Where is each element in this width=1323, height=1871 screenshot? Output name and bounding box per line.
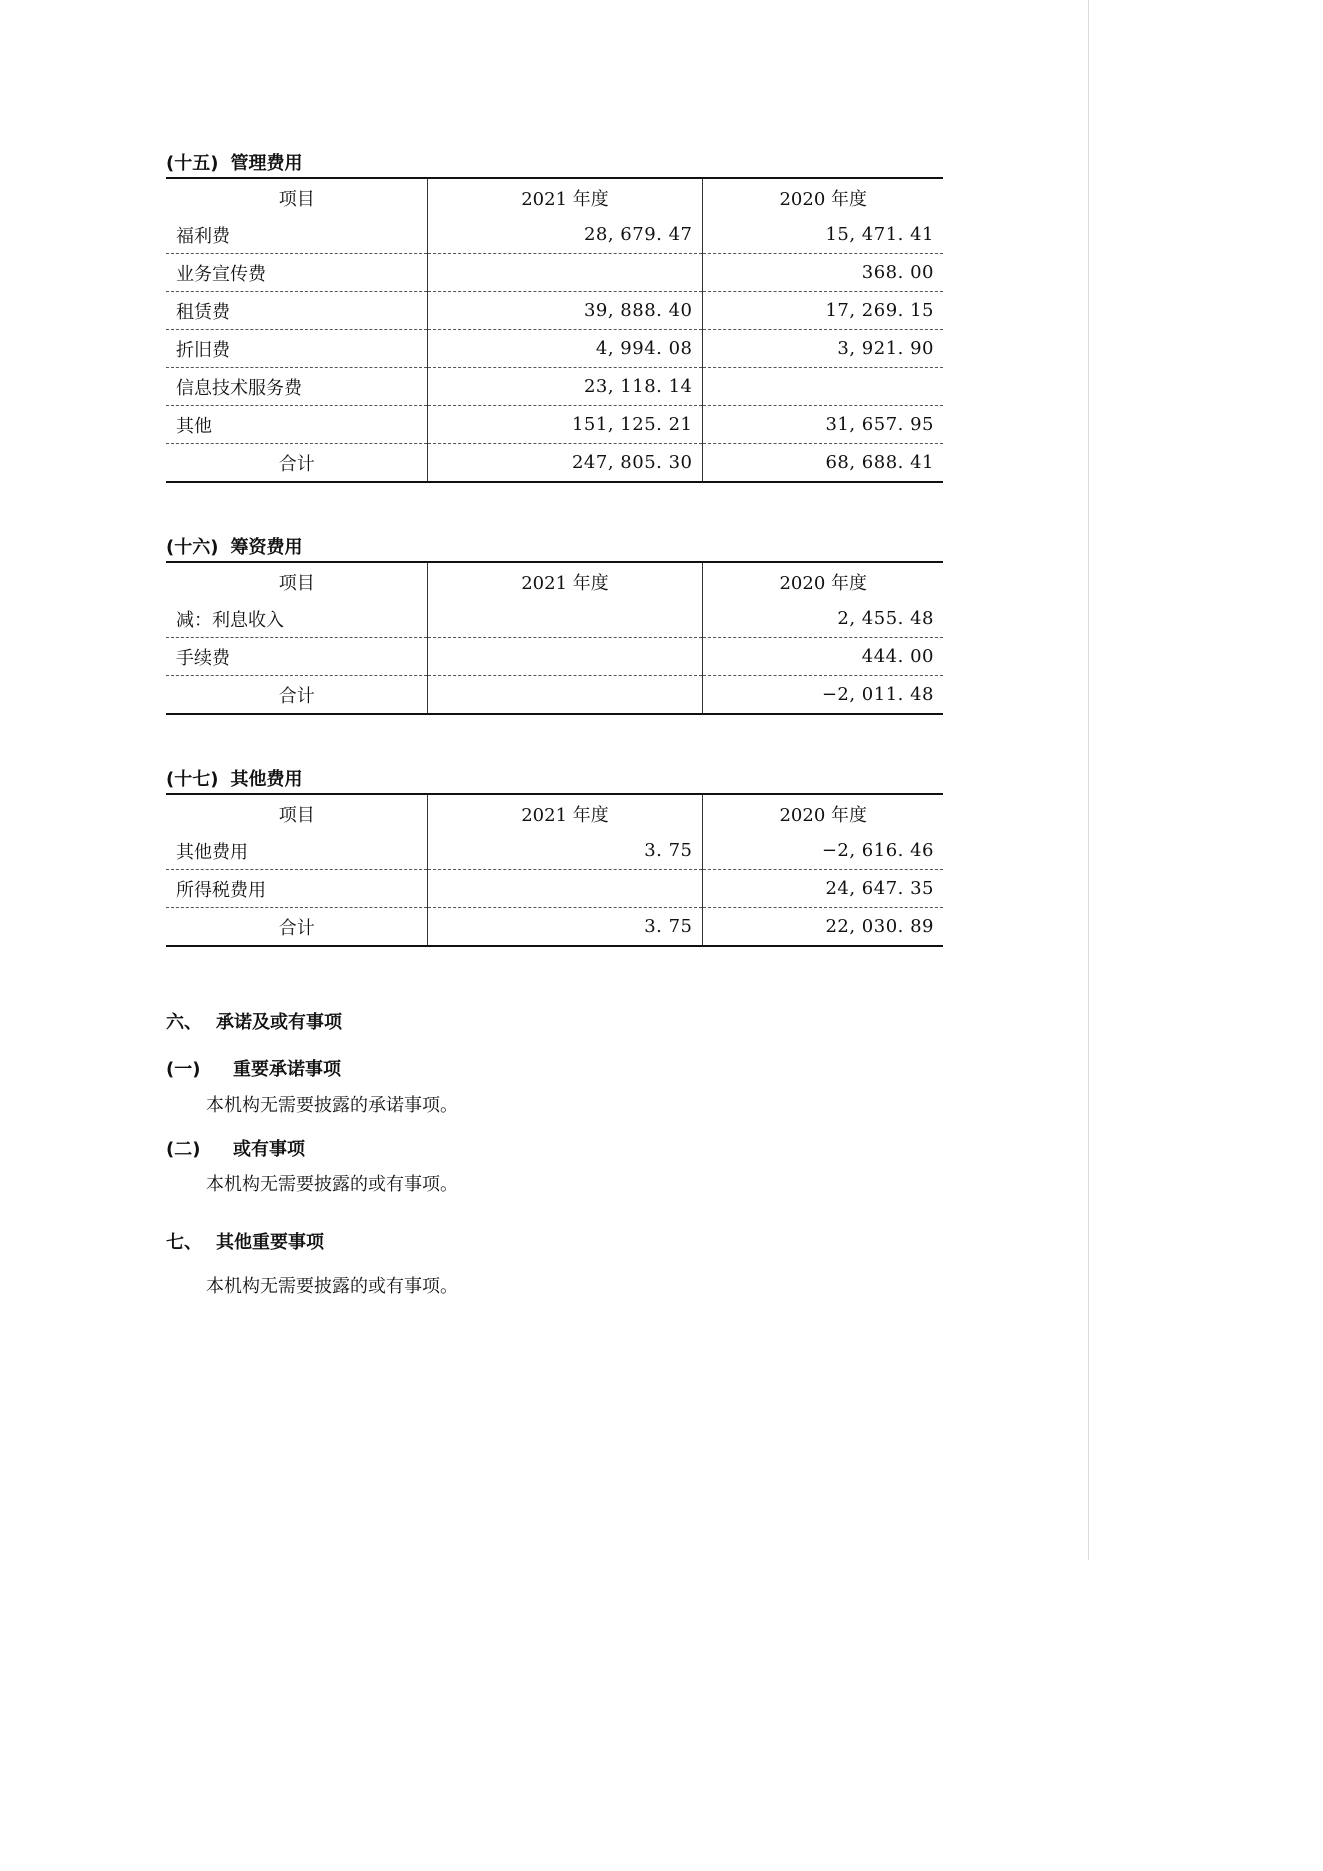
header-2021: 2021 年度 [427, 178, 702, 216]
row-label: 减：利息收入 [166, 600, 427, 638]
commitments-heading: (一) 重要承诺事项 [166, 1059, 341, 1080]
total-2020: 68, 688. 41 [702, 444, 943, 483]
part6-heading: 六、 承诺及或有事项 [166, 1012, 342, 1033]
section-title-other-fees: (十七) 其他费用 [166, 769, 303, 790]
value-2020: 24, 647. 35 [702, 870, 943, 908]
contingencies-heading: (二) 或有事项 [166, 1139, 305, 1160]
value-2020: −2, 616. 46 [702, 832, 943, 870]
total-label: 合计 [278, 453, 315, 475]
table-row [166, 254, 943, 292]
row-label: 业务宣传费 [166, 254, 427, 292]
row-label: 所得税费用 [166, 870, 427, 908]
value-2021: 3. 75 [427, 832, 702, 870]
header-2021: 2021 年度 [427, 794, 702, 832]
value-2021: 23, 118. 14 [427, 368, 702, 406]
total-row [166, 676, 943, 715]
value-2020: 368. 00 [702, 254, 943, 292]
total-row [166, 444, 943, 483]
value-2021 [427, 600, 702, 638]
row-label: 手续费 [166, 638, 427, 676]
value-2020 [702, 368, 943, 406]
section-title-financing-fees: (十六) 筹资费用 [166, 537, 303, 558]
row-label: 福利费 [166, 216, 427, 254]
part7-heading: 七、 其他重要事项 [166, 1232, 324, 1253]
table-header-row [166, 794, 943, 832]
contingencies-text: 本机构无需要披露的或有事项。 [206, 1174, 458, 1195]
header-item: 项目 [278, 572, 315, 594]
total-label: 合计 [278, 917, 315, 939]
table-header-row [166, 178, 943, 216]
value-2021: 4, 994. 08 [427, 330, 702, 368]
table-row [166, 600, 943, 638]
value-2021 [427, 638, 702, 676]
table-row [166, 406, 943, 444]
value-2021 [427, 870, 702, 908]
row-label: 信息技术服务费 [166, 368, 427, 406]
value-2021: 151, 125. 21 [427, 406, 702, 444]
page-edge-divider [1088, 0, 1089, 1560]
header-2021: 2021 年度 [427, 562, 702, 600]
value-2020: 2, 455. 48 [702, 600, 943, 638]
total-2021: 3. 75 [427, 908, 702, 947]
header-2020: 2020 年度 [702, 178, 943, 216]
total-2020: 22, 030. 89 [702, 908, 943, 947]
row-label: 其他费用 [166, 832, 427, 870]
total-2021 [427, 676, 702, 715]
table-row [166, 638, 943, 676]
value-2020: 31, 657. 95 [702, 406, 943, 444]
table-row [166, 832, 943, 870]
commitments-text: 本机构无需要披露的承诺事项。 [206, 1095, 458, 1116]
row-label: 折旧费 [166, 330, 427, 368]
section-title-management-fees: (十五) 管理费用 [166, 153, 303, 174]
other-fees-table [166, 793, 943, 947]
table-header-row [166, 562, 943, 600]
row-label: 其他 [166, 406, 427, 444]
other-matters-text: 本机构无需要披露的或有事项。 [206, 1276, 458, 1297]
table-row [166, 216, 943, 254]
total-2020: −2, 011. 48 [702, 676, 943, 715]
table-row [166, 870, 943, 908]
value-2021 [427, 254, 702, 292]
value-2020: 15, 471. 41 [702, 216, 943, 254]
table-row [166, 368, 943, 406]
header-item: 项目 [278, 188, 315, 210]
value-2021: 28, 679. 47 [427, 216, 702, 254]
total-2021: 247, 805. 30 [427, 444, 702, 483]
value-2020: 3, 921. 90 [702, 330, 943, 368]
total-row [166, 908, 943, 947]
header-2020: 2020 年度 [702, 562, 943, 600]
management-fees-table [166, 177, 943, 483]
table-row [166, 292, 943, 330]
financing-fees-table [166, 561, 943, 715]
table-row [166, 330, 943, 368]
total-label: 合计 [278, 685, 315, 707]
row-label: 租赁费 [166, 292, 427, 330]
header-item: 项目 [278, 804, 315, 826]
value-2021: 39, 888. 40 [427, 292, 702, 330]
value-2020: 17, 269. 15 [702, 292, 943, 330]
value-2020: 444. 00 [702, 638, 943, 676]
header-2020: 2020 年度 [702, 794, 943, 832]
